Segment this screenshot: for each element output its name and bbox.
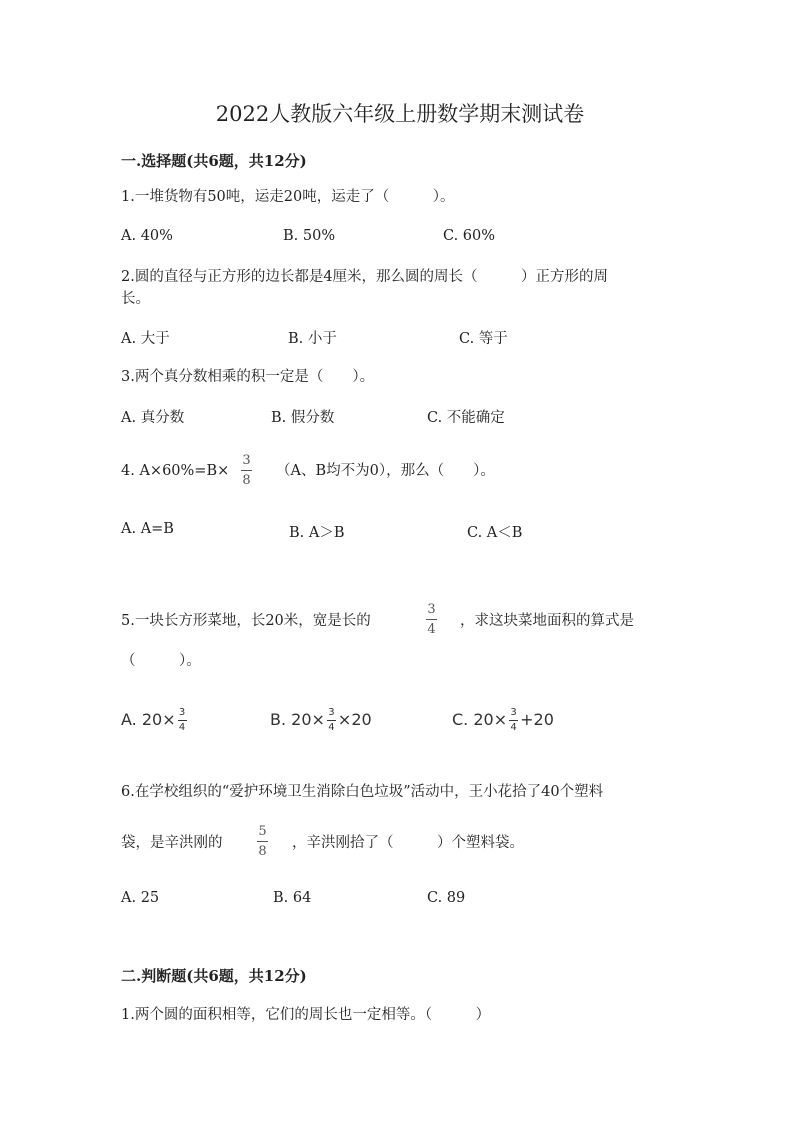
question-1-option-c[interactable]: C. 60% bbox=[443, 228, 496, 244]
question-6-fraction bbox=[257, 825, 268, 858]
question-2-option-c[interactable]: C. 等于 bbox=[459, 331, 508, 347]
question-3-option-b[interactable]: B. 假分数 bbox=[271, 410, 335, 426]
question-6-pre: 袋，是辛洪刚的 bbox=[121, 835, 223, 851]
fraction-denominator: 4 bbox=[427, 622, 436, 637]
question-2-option-b[interactable]: B. 小于 bbox=[288, 331, 337, 347]
question-4-pre: 4. A×60%=B× bbox=[121, 463, 230, 479]
option-label: C. 20× bbox=[452, 710, 508, 729]
fraction-denominator: 8 bbox=[242, 473, 251, 488]
option-tail: ×20 bbox=[337, 710, 372, 729]
judgement-question-1-text: 1.两个圆的面积相等，它们的周长也一定相等。（ ） bbox=[121, 1007, 491, 1023]
question-4-fraction bbox=[241, 454, 252, 487]
fraction-numerator: 3 bbox=[178, 707, 186, 718]
question-4-option-a[interactable]: A. A=B bbox=[121, 521, 174, 537]
question-4-option-c[interactable]: C. A＜B bbox=[467, 525, 523, 541]
question-5-fraction bbox=[426, 603, 437, 636]
fraction-denominator: 8 bbox=[258, 844, 267, 859]
option-label: A. 20× bbox=[121, 710, 176, 729]
question-5-pre: 5.一块长方形菜地，长20米，宽是长的 bbox=[121, 613, 371, 629]
question-4-option-b[interactable]: B. A＞B bbox=[289, 525, 345, 541]
question-5-option-c[interactable] bbox=[452, 708, 554, 733]
option-label: B. 20× bbox=[270, 710, 325, 729]
question-2-line2: 长。 bbox=[121, 291, 150, 307]
question-6-post: ，辛洪刚拾了（ ）个塑料袋。 bbox=[292, 835, 524, 851]
question-2-line1: 2.圆的直径与正方形的边长都是4厘米，那么圆的周长（ ）正方形的周 bbox=[121, 269, 609, 285]
question-5-post: ，求这块菜地面积的算式是 bbox=[460, 613, 634, 629]
fraction-numerator: 3 bbox=[427, 602, 436, 617]
fraction-denominator: 4 bbox=[328, 722, 335, 733]
fraction-denominator: 4 bbox=[178, 722, 186, 733]
question-6-line1: 6.在学校组织的“爱护环境卫生消除白色垃圾”活动中，王小花拾了40个塑料 bbox=[121, 784, 604, 800]
question-1-text: 1.一堆货物有50吨，运走20吨，运走了（ ）。 bbox=[121, 189, 455, 205]
section-heading-judgement: 二.判断题(共6题，共12分) bbox=[121, 967, 307, 985]
question-5-option-b[interactable] bbox=[270, 708, 372, 733]
question-3-text: 3.两个真分数相乘的积一定是（ ）。 bbox=[121, 369, 375, 385]
question-3-option-a[interactable]: A. 真分数 bbox=[121, 410, 185, 426]
fraction-numerator: 3 bbox=[242, 453, 251, 468]
fraction-numerator: 5 bbox=[258, 824, 267, 839]
question-1-option-b[interactable]: B. 50% bbox=[283, 228, 336, 244]
question-5-option-a[interactable] bbox=[121, 708, 189, 733]
section-heading-choice: 一.选择题(共6题，共12分) bbox=[121, 152, 307, 170]
question-5-line2: （ ）。 bbox=[121, 653, 201, 669]
question-4-post: （A、B均不为0），那么（ ）。 bbox=[276, 463, 495, 479]
fraction-numerator: 3 bbox=[510, 707, 517, 718]
fraction-numerator: 3 bbox=[328, 707, 335, 718]
question-1-option-a[interactable]: A. 40% bbox=[121, 228, 173, 244]
fraction-denominator: 4 bbox=[510, 722, 517, 733]
question-3-option-c[interactable]: C. 不能确定 bbox=[427, 410, 505, 426]
question-2-option-a[interactable]: A. 大于 bbox=[121, 331, 170, 347]
page-title: 2022人教版六年级上册数学期末测试卷 bbox=[215, 102, 585, 126]
question-6-option-c[interactable]: C. 89 bbox=[427, 890, 466, 906]
option-tail: +20 bbox=[520, 710, 554, 729]
question-6-option-b[interactable]: B. 64 bbox=[273, 890, 312, 906]
question-6-option-a[interactable]: A. 25 bbox=[121, 890, 160, 906]
